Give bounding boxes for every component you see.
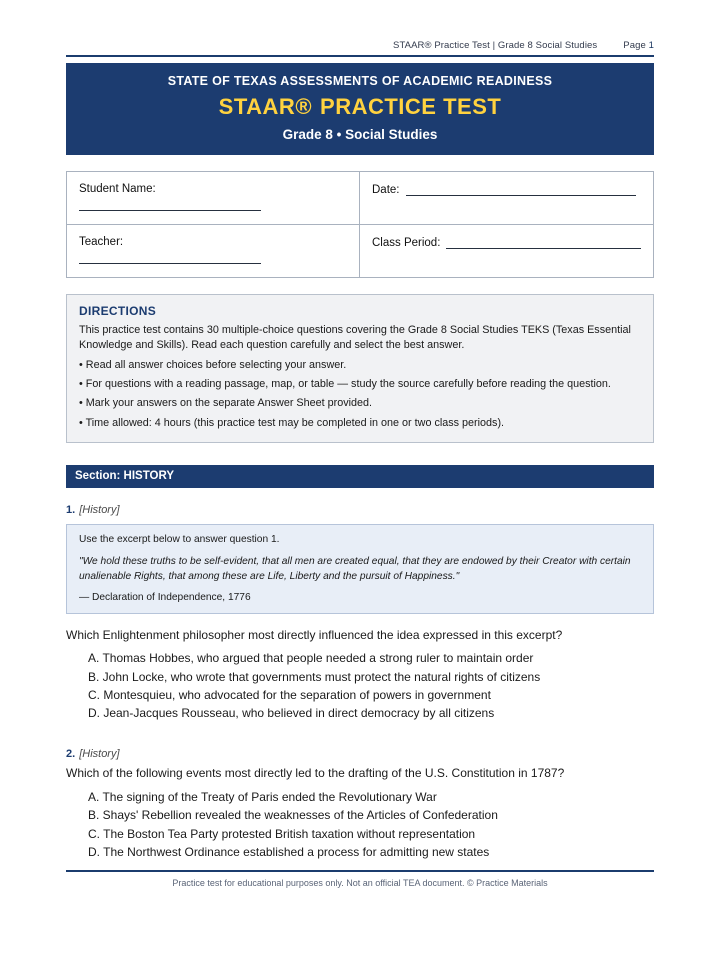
question-2-choices	[66, 788, 654, 861]
directions-box	[66, 294, 654, 443]
choice-option[interactable]: D. The Northwest Ordinance established a process for admitting new states	[88, 844, 490, 859]
footer-text: Practice test for educational purposes only. Not an official TEA document. © Practice Materials	[172, 878, 548, 888]
directions-bullet: • Read all answer choices before selecting your answer.	[79, 358, 347, 371]
choice-option[interactable]: B. John Locke, who wrote that governments must protect the natural rights of citizens	[88, 669, 541, 684]
class-period-label: Class Period:	[372, 237, 441, 249]
question-2	[66, 748, 654, 861]
question-1-stem: Which Enlightenment philosopher most directly influenced the idea expressed in this excerpt?	[66, 627, 563, 642]
teacher-cell	[67, 225, 360, 277]
page-number: 1	[648, 40, 654, 51]
question-1-number: 1.	[66, 503, 76, 516]
directions-list	[79, 358, 641, 431]
choice-option[interactable]: B. Shays' Rebellion revealed the weaknesses of the Articles of Confederation	[88, 808, 498, 823]
stimulus-source: — Declaration of Independence, 1776	[79, 591, 251, 603]
question-2-head	[66, 748, 654, 760]
choice-option[interactable]: C. Montesquieu, who advocated for the separation of powers in government	[88, 687, 491, 702]
stimulus-quote: "We hold these truths to be self-evident, that all men are created equal, that they are endowed by their Creator with certain unalienable Rights, that among these are Life, Liberty and the pursuit of Happiness."	[79, 555, 631, 582]
banner-agency-line: STATE OF TEXAS ASSESSMENTS OF ACADEMIC READINESS	[167, 74, 553, 88]
section-header-history: Section: HISTORY	[66, 465, 654, 488]
teacher-label: Teacher:	[79, 236, 124, 248]
choice-option[interactable]: A. Thomas Hobbes, who argued that people needed a strong ruler to maintain order	[88, 651, 534, 666]
student-name-cell	[67, 172, 360, 225]
date-cell	[360, 172, 653, 225]
question-1	[66, 504, 654, 722]
directions-bullet: • Time allowed: 4 hours (this practice test may be completed in one or two class periods).	[79, 416, 505, 429]
running-head	[66, 0, 654, 51]
banner-title	[76, 94, 644, 120]
banner-title-practice-test: PRACTICE TEST	[320, 94, 502, 119]
directions-intro: This practice test contains 30 multiple-choice questions covering the Grade 8 Social Studies TEKS (Texas Essential Knowledge and Skills). Read each question carefully and select the best answer.	[79, 324, 631, 352]
student-name-input[interactable]	[79, 197, 261, 211]
page-label: Page	[623, 40, 646, 51]
question-1-choices	[66, 649, 654, 722]
running-head-page	[623, 40, 654, 51]
class-period-input[interactable]	[446, 236, 641, 249]
question-1-tag: [History]	[79, 503, 120, 516]
date-input[interactable]	[406, 183, 636, 196]
footer-divider	[66, 870, 654, 872]
class-period-cell	[360, 225, 653, 277]
banner-subtitle: Grade 8 • Social Studies	[282, 127, 438, 142]
student-info-box	[66, 171, 654, 278]
question-2-tag: [History]	[79, 748, 120, 761]
choice-option[interactable]: C. The Boston Tea Party protested British taxation without representation	[88, 826, 476, 841]
choice-option[interactable]: A. The signing of the Treaty of Paris ended the Revolutionary War	[88, 790, 437, 805]
running-head-title: STAAR® Practice Test | Grade 8 Social Studies	[393, 40, 598, 51]
page-footer	[66, 870, 654, 888]
banner-title-staar: STAAR®	[218, 94, 313, 119]
teacher-input[interactable]	[79, 250, 261, 264]
question-1-stimulus	[66, 524, 654, 614]
question-1-head	[66, 504, 654, 516]
directions-heading: DIRECTIONS	[79, 304, 157, 318]
stimulus-instruction: Use the excerpt below to answer question 1.	[79, 533, 280, 545]
header-divider	[66, 55, 654, 57]
question-2-number: 2.	[66, 748, 76, 761]
student-name-label: Student Name:	[79, 183, 156, 195]
title-banner	[66, 63, 654, 155]
question-2-stem: Which of the following events most directly led to the drafting of the U.S. Constitution in 1787?	[66, 766, 565, 781]
choice-option[interactable]: D. Jean-Jacques Rousseau, who believed in direct democracy by all citizens	[88, 706, 495, 721]
directions-bullet: • For questions with a reading passage, map, or table — study the source carefully before reading the question.	[79, 377, 611, 390]
date-label: Date:	[372, 184, 400, 196]
directions-bullet: • Mark your answers on the separate Answer Sheet provided.	[79, 397, 373, 410]
